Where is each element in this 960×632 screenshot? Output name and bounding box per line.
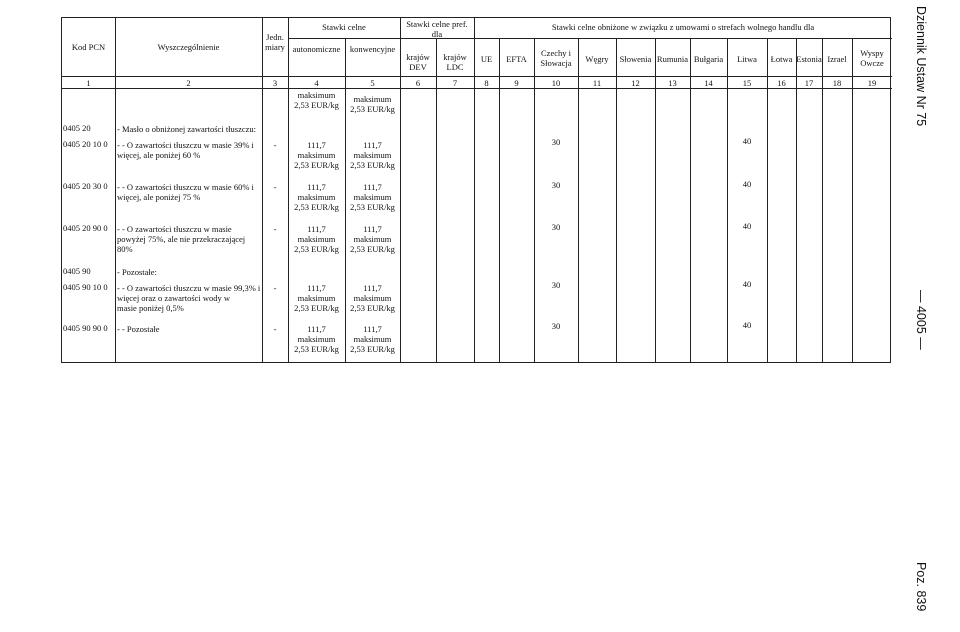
cell-autonomiczne: maksimum 2,53 EUR/kg bbox=[294, 90, 339, 110]
cell-konwencyjne: 111,7 maksimum 2,53 EUR/kg bbox=[350, 283, 395, 313]
header-ue: UE bbox=[480, 54, 493, 64]
cell-kod: 0405 20 bbox=[63, 123, 91, 133]
header-ldc: krajów LDC bbox=[443, 52, 467, 72]
header-wyspy-owcze: Wyspy Owcze bbox=[860, 48, 884, 68]
cell-autonomiczne: 111,7 maksimum 2,53 EUR/kg bbox=[294, 140, 339, 170]
col-number: 5 bbox=[370, 78, 375, 88]
header-czechy: Czechy i Słowacja bbox=[540, 48, 572, 68]
header-estonia: Estonia bbox=[796, 54, 822, 64]
cell-kod: 0405 90 bbox=[63, 266, 91, 276]
cell-czechy: 30 bbox=[551, 137, 561, 147]
header-stawki-obnizone: Stawki celne obniżone w związku z umowami o strefach wolnego handlu dla bbox=[551, 22, 815, 32]
cell-konwencyjne: 111,7 maksimum 2,53 EUR/kg bbox=[350, 224, 395, 254]
col-divider bbox=[474, 18, 475, 362]
header-konwencyjne: konwencyjne bbox=[349, 44, 396, 54]
cell-kod: 0405 20 90 0 bbox=[63, 223, 108, 233]
cell-kod: 0405 90 90 0 bbox=[63, 323, 108, 333]
cell-litwa: 40 bbox=[742, 221, 752, 231]
cell-opis: - - O zawartości tłuszczu w masie 60% i więcej, ale poniżej 75 % bbox=[117, 182, 254, 202]
col-divider bbox=[115, 18, 116, 362]
cell-autonomiczne: 111,7 maksimum 2,53 EUR/kg bbox=[294, 182, 339, 212]
cell-opis: - - O zawartości tłuszczu w masie 39% i więcej, ale poniżej 60 % bbox=[117, 140, 254, 160]
col-number: 14 bbox=[704, 78, 713, 88]
cell-konwencyjne: 111,7 maksimum 2,53 EUR/kg bbox=[350, 182, 395, 212]
cell-litwa: 40 bbox=[742, 179, 752, 189]
col-number: 2 bbox=[186, 78, 191, 88]
col-number: 4 bbox=[314, 78, 319, 88]
cell-opis: - Masło o obniżonej zawartości tłuszczu: bbox=[117, 124, 257, 134]
cell-kod: 0405 20 10 0 bbox=[63, 139, 108, 149]
col-number: 19 bbox=[867, 78, 877, 88]
header-litwa: Litwa bbox=[737, 54, 757, 64]
cell-opis: - Pozostałe: bbox=[117, 267, 157, 277]
header-wegry: Węgry bbox=[585, 54, 609, 64]
col-number: 3 bbox=[272, 78, 278, 88]
cell-autonomiczne: 111,7 maksimum 2,53 EUR/kg bbox=[294, 324, 339, 354]
col-number: 7 bbox=[452, 78, 458, 88]
header-slowenia: Słowenia bbox=[619, 54, 652, 64]
col-number: 10 bbox=[551, 78, 561, 88]
header-bulgaria: Bułgaria bbox=[693, 54, 724, 64]
col-number: 1 bbox=[86, 78, 91, 88]
cell-litwa: 40 bbox=[742, 320, 752, 330]
header-stawki-pref: Stawki celne pref. dla bbox=[406, 19, 468, 39]
cell-konwencyjne: 111,7 maksimum 2,53 EUR/kg bbox=[350, 140, 395, 170]
cell-czechy: 30 bbox=[551, 321, 561, 331]
header-rumunia: Rumunia bbox=[656, 54, 689, 64]
cell-czechy: 30 bbox=[551, 222, 561, 232]
header-autonomiczne: autonomiczne bbox=[292, 44, 341, 54]
header-jedn-miary: Jedn. miary bbox=[265, 32, 285, 52]
cell-konwencyjne: 111,7 maksimum 2,53 EUR/kg bbox=[350, 324, 395, 354]
header-divider bbox=[288, 38, 892, 39]
col-number: 11 bbox=[592, 78, 602, 88]
header-divider bbox=[62, 88, 892, 89]
header-wyszczegolnienie: Wyszczególnienie bbox=[157, 42, 220, 52]
header-kod: Kod PCN bbox=[71, 42, 106, 52]
header-izrael: Izrael bbox=[827, 54, 847, 64]
cell-litwa: 40 bbox=[742, 136, 752, 146]
cell-litwa: 40 bbox=[742, 279, 752, 289]
cell-jedn: - bbox=[273, 140, 277, 150]
header-divider bbox=[62, 76, 892, 77]
cell-konwencyjne: maksimum 2,53 EUR/kg bbox=[350, 94, 395, 114]
cell-autonomiczne: 111,7 maksimum 2,53 EUR/kg bbox=[294, 283, 339, 313]
cell-czechy: 30 bbox=[551, 180, 561, 190]
cell-opis: - - O zawartości tłuszczu w masie 99,3% i więcej oraz o zawartości wody w masie poniżej 0,5% bbox=[117, 283, 261, 313]
cell-opis: - - Pozostałe bbox=[117, 324, 160, 334]
journal-title: Dziennik Ustaw Nr 75 bbox=[914, 6, 928, 127]
col-number: 6 bbox=[415, 78, 421, 88]
col-number: 17 bbox=[804, 78, 814, 88]
cell-opis: - - O zawartości tłuszczu w masie powyżej 75%, ale nie przekraczającej 80% bbox=[117, 224, 246, 254]
cell-autonomiczne: 111,7 maksimum 2,53 EUR/kg bbox=[294, 224, 339, 254]
col-number: 9 bbox=[514, 78, 519, 88]
cell-czechy: 30 bbox=[551, 280, 561, 290]
cell-jedn: - bbox=[273, 283, 277, 293]
col-number: 15 bbox=[742, 78, 752, 88]
col-number: 12 bbox=[631, 78, 640, 88]
cell-jedn: - bbox=[273, 182, 277, 192]
header-stawki-celne: Stawki celne bbox=[322, 22, 366, 32]
col-number: 8 bbox=[484, 78, 489, 88]
position-number: Poz. 839 bbox=[914, 562, 928, 612]
header-efta: EFTA bbox=[506, 54, 527, 64]
col-number: 18 bbox=[832, 78, 842, 88]
col-number: 16 bbox=[777, 78, 786, 88]
cell-kod: 0405 90 10 0 bbox=[63, 282, 108, 292]
cell-kod: 0405 20 30 0 bbox=[63, 181, 108, 191]
page-number: — 4005 — bbox=[914, 290, 928, 350]
tariff-table bbox=[61, 17, 891, 363]
col-number: 13 bbox=[668, 78, 677, 88]
header-lotwa: Łotwa bbox=[770, 54, 793, 64]
cell-jedn: - bbox=[273, 224, 277, 234]
header-dev: krajów DEV bbox=[406, 52, 430, 72]
cell-jedn: - bbox=[273, 324, 277, 334]
